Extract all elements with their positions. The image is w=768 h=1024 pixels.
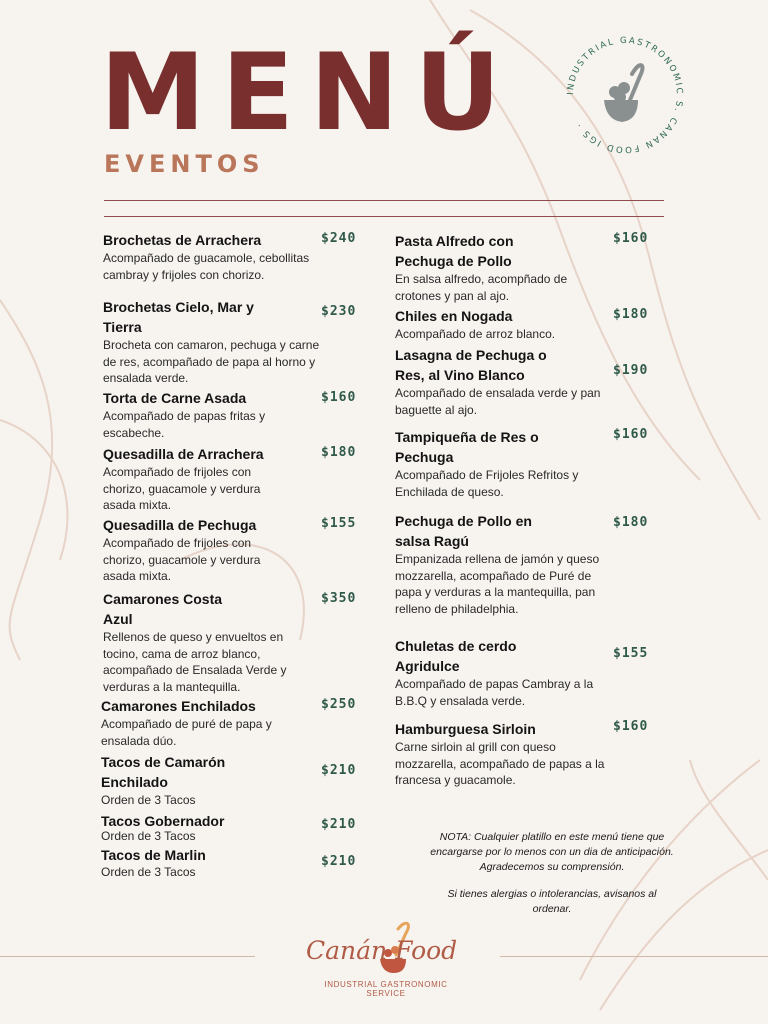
menu-item [395,427,649,500]
logo-wordmark: Canán Food [306,936,458,965]
item-description: Orden de 3 Tacos [101,829,196,843]
menu-item [103,388,357,441]
menu-item [103,444,357,514]
item-price: $230 [321,304,357,319]
item-price: $240 [321,231,357,246]
seal-ring-text: INDUSTRIAL GASTRONOMIC S. CANAN FOOD IGS · [565,35,685,155]
item-name: Lasagna de Pechuga o Res, al Vino Blanco [395,347,547,383]
menu-item [395,719,649,789]
ladle-icon [604,65,642,122]
item-price: $250 [321,697,357,712]
item-description: Orden de 3 Tacos [101,865,196,879]
item-description: Acompañado de frijoles con chorizo, guacamole y verdura asada mixta. [103,465,261,512]
item-price: $160 [613,719,649,734]
item-price: $160 [613,231,649,246]
item-name: Brochetas Cielo, Mar y Tierra [103,299,254,335]
item-name: Quesadilla de Pechuga [103,517,257,533]
menu-item [101,696,357,749]
header-rule-bottom [104,216,664,217]
menu-item [103,297,357,387]
item-description: Orden de 3 Tacos [101,793,196,807]
item-description: Acompañado de papas Cambray a la B.B.Q y ensalada verde. [395,677,594,708]
item-price: $350 [321,591,357,606]
item-price: $180 [613,515,649,530]
item-description: Acompañado de Frijoles Refritos y Enchilada de queso. [395,468,579,499]
item-price: $190 [613,363,649,378]
item-description: Brocheta con camaron, pechuga y carne de res, acompañado de papa al horno y ensalada verde. [103,338,320,385]
item-description: Acompañado de guacamole, cebollitas cambray y frijoles con chorizo. [103,251,310,282]
item-description: En salsa alfredo, acompñado de crotones y pan al ajo. [395,272,568,303]
header-rule-top [104,200,664,201]
item-name: Camarones Enchilados [101,698,256,714]
item-price: $210 [321,854,357,869]
item-name: Tacos Gobernador [101,813,225,829]
item-price: $160 [613,427,649,442]
item-name: Chiles en Nogada [395,308,513,324]
item-name: Camarones Costa Azul [103,591,223,627]
item-description: Acompañado de papas fritas y escabeche. [103,409,266,440]
item-description: Carne sirloin al grill con queso mozzarella, acompañado de papas a la francesa y guacamole. [395,740,605,787]
menu-item [101,847,357,881]
item-name: Tacos de Marlin [101,847,206,863]
item-description: Acompañado de ensalada verde y pan baguette al ajo. [395,386,601,417]
menu-item [395,345,649,418]
item-price: $210 [321,763,357,778]
footer-line-left [0,956,255,957]
item-description: Rellenos de queso y envueltos en tocino, cama de arroz blanco, acompañado de Ensalada Verde y verduras a la mantequilla. [103,630,287,694]
note-advance-order: NOTA: Cualquier platillo en este menú tiene que encargarse por lo menos con un dia de anticipación. Agradecemos su comprensión. [430,831,674,873]
item-price: $155 [321,516,357,531]
menu-item [103,589,357,695]
item-description: Acompañado de frijoles con chorizo, guacamole y verdura asada mixta. [103,536,261,583]
item-name: Tacos de Camarón Enchilado [101,754,226,790]
item-price: $160 [321,390,357,405]
menu-item [395,511,649,617]
item-name: Chuletas de cerdo Agridulce [395,638,517,674]
menu-item [395,231,649,304]
footer-line-right [500,956,768,957]
item-name: Pechuga de Pollo en salsa Ragú [395,513,532,549]
item-name: Quesadilla de Arrachera [103,446,264,462]
item-name: Pasta Alfredo con Pechuga de Pollo [395,233,514,269]
item-name: Brochetas de Arrachera [103,232,262,248]
menu-item [395,636,649,709]
menu-item [103,515,357,585]
item-description: Empanizada rellena de jamón y queso mozzarella, acompañado de Puré de papa y verduras a la mantequilla, pan relleno de philadelphia. [395,552,600,616]
item-description: Acompañado de arroz blanco. [395,327,556,341]
item-name: Torta de Carne Asada [103,390,247,406]
item-price: $155 [613,646,649,661]
item-name: Tampiqueña de Res o Pechuga [395,429,539,465]
menu-item [101,752,357,809]
menu-item [103,230,357,283]
menu-item [395,306,649,343]
item-name: Hamburguesa Sirloin [395,721,536,737]
brand-seal-logo [560,30,690,160]
item-price: $210 [321,817,357,832]
menu-subtitle: EVENTOS [104,150,265,178]
item-price: $180 [321,445,357,460]
menu-item [101,813,357,843]
note-allergies: Si tienes alergias o intolerancias, avisanos al ordenar. [447,888,657,915]
item-description: Acompañado de puré de papa y ensalada dúo. [101,717,272,748]
item-price: $180 [613,307,649,322]
logo-tagline: INDUSTRIAL GASTRONOMIC SERVICE [324,980,448,998]
menu-title: MENÚ [100,31,517,154]
